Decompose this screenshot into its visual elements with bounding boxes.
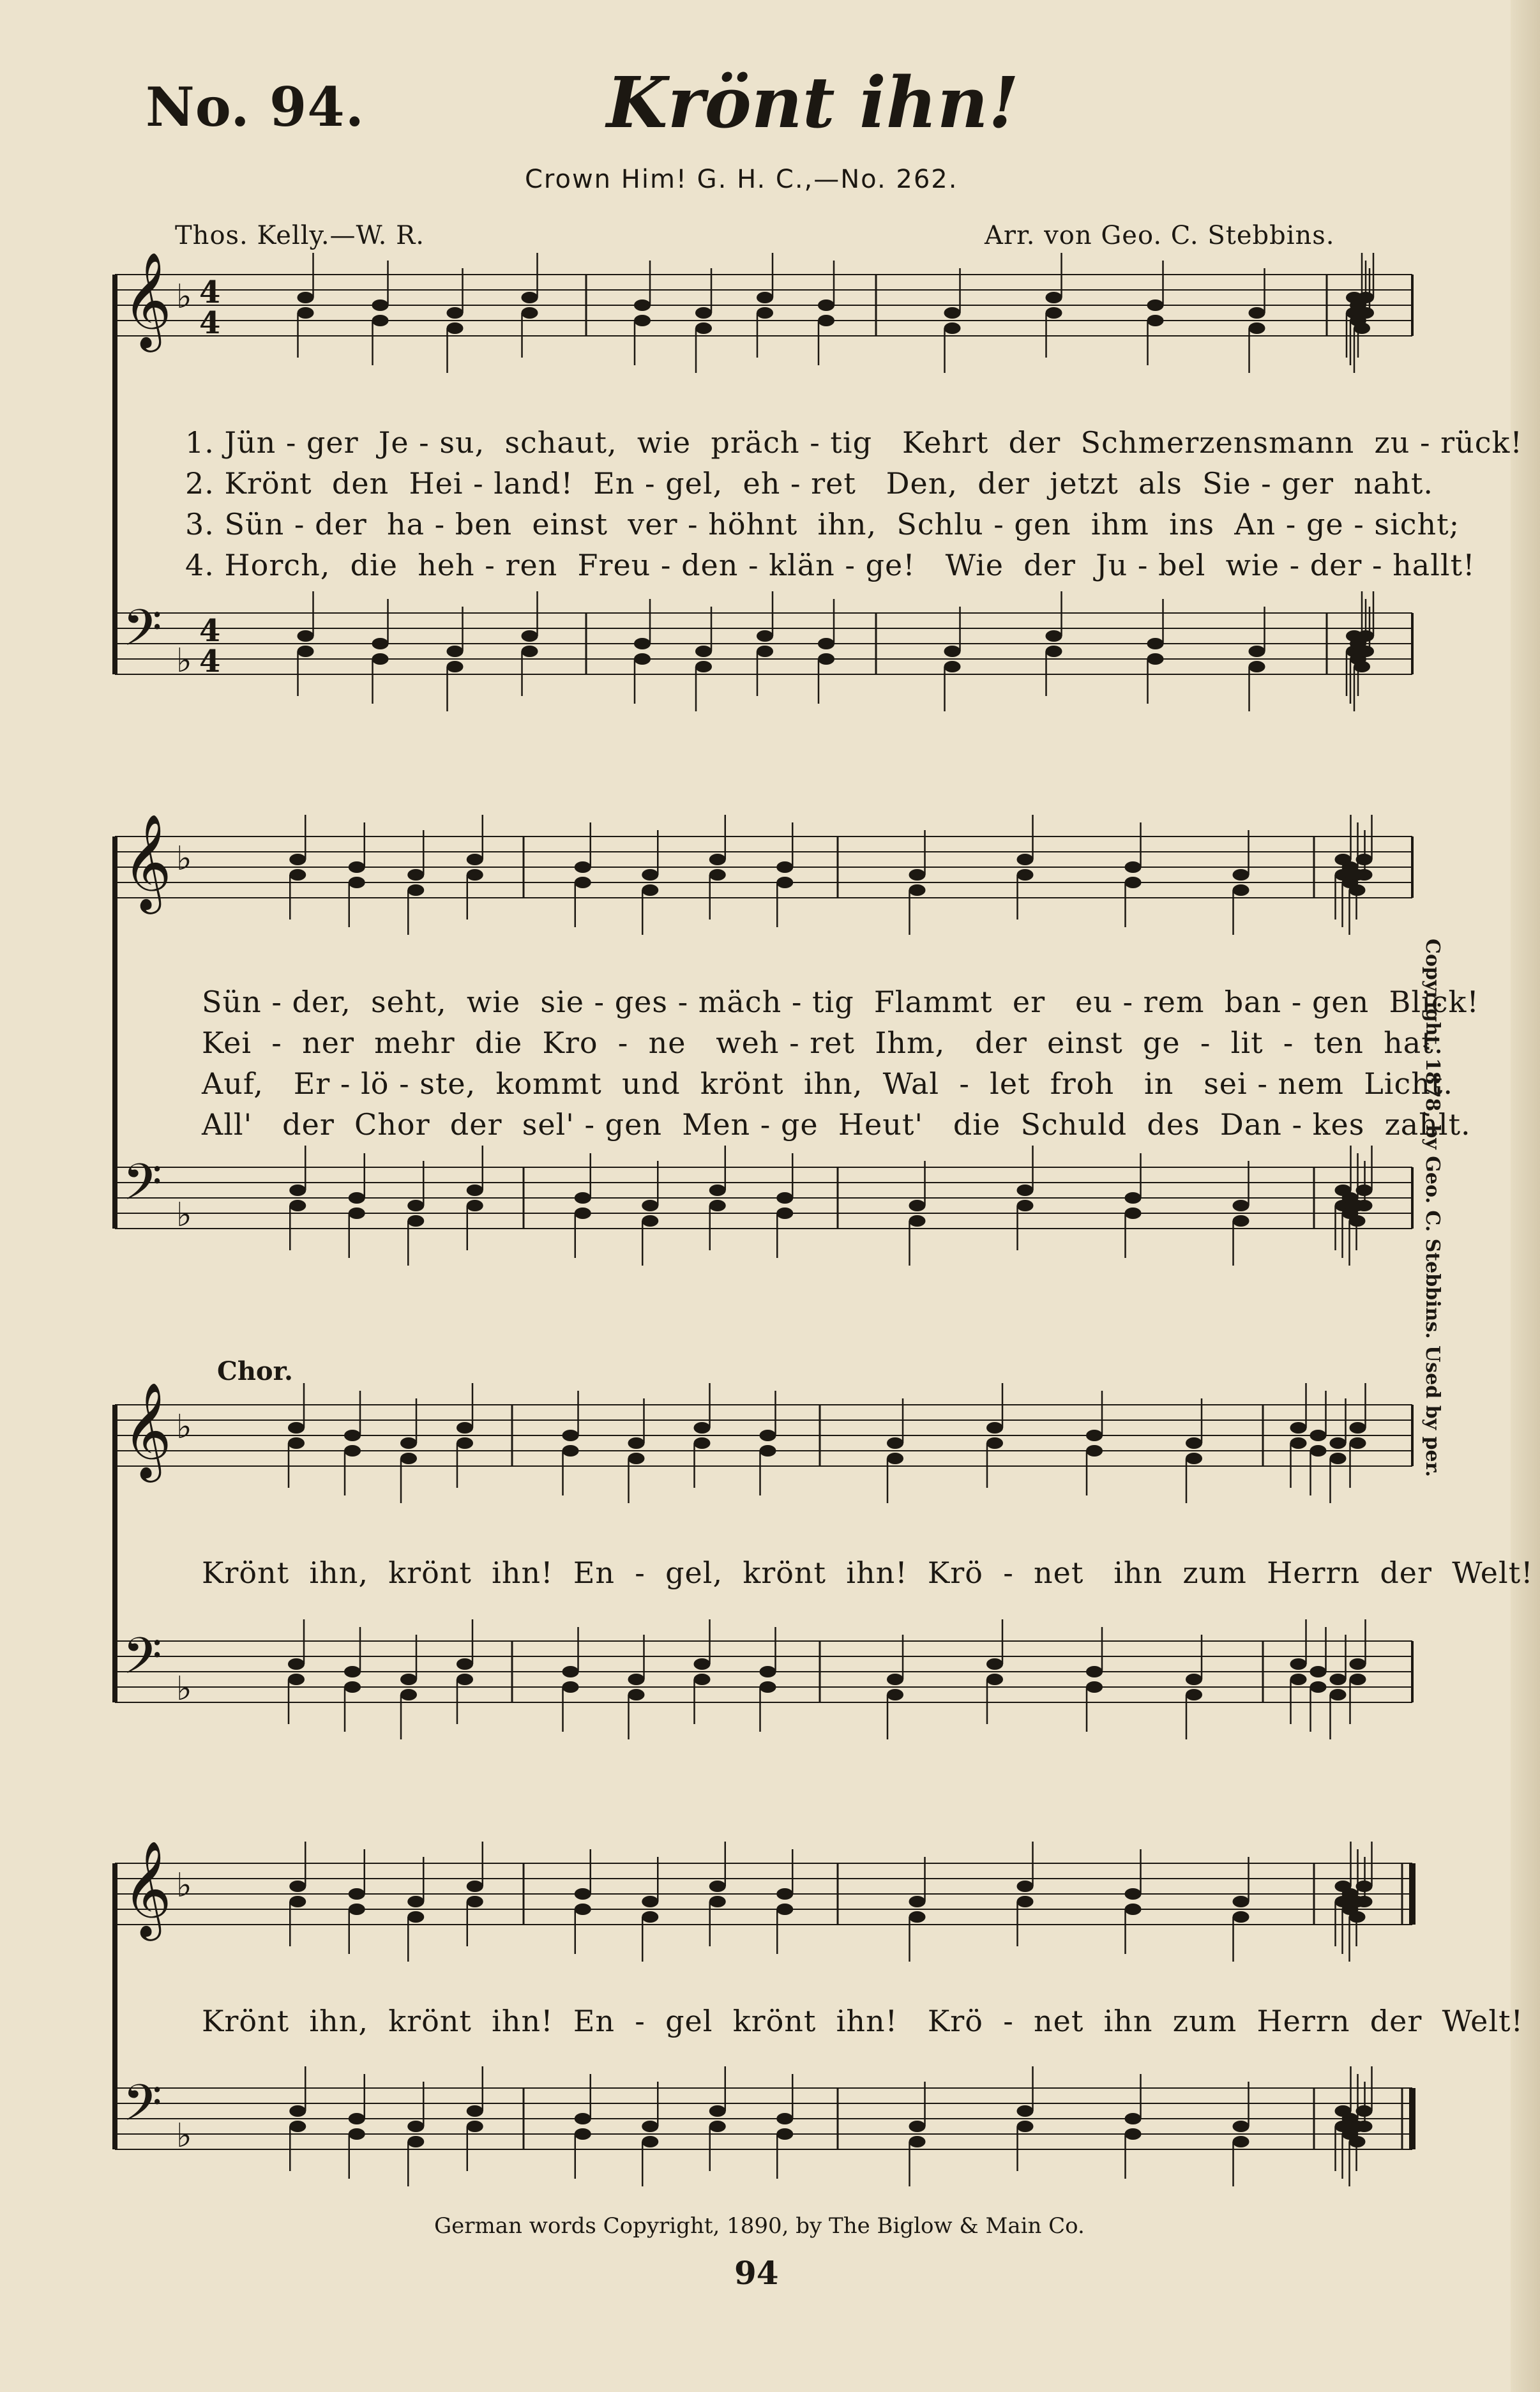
time-signature: 4	[199, 644, 221, 679]
note-head	[909, 2121, 926, 2132]
note-head	[1310, 1445, 1327, 1457]
note-head	[1233, 1200, 1249, 1211]
note-head	[818, 315, 834, 326]
note-head	[986, 1437, 1003, 1449]
note-head	[887, 1689, 903, 1700]
note-head	[288, 1674, 305, 1685]
note-head	[1354, 661, 1370, 672]
verse-3-line-a: 3. Sün - der ha - ben einst ver - höhnt ihn, Schlu - gen ihm ins An - ge - sicht;	[185, 507, 1460, 541]
note-head	[776, 1207, 793, 1219]
note-head	[407, 2136, 424, 2147]
note-head	[1017, 869, 1034, 881]
flat-icon: ♭	[176, 1196, 192, 1234]
bass-clef-icon: 𝄢	[123, 598, 162, 670]
note-head	[628, 1437, 645, 1449]
note-head	[695, 322, 712, 334]
note-head	[1186, 1437, 1202, 1449]
note-head	[1356, 2121, 1373, 2132]
note-head	[1186, 1689, 1202, 1700]
note-head	[1125, 877, 1142, 888]
note-head	[634, 315, 651, 326]
note-head	[1233, 884, 1249, 896]
note-head	[1186, 1453, 1202, 1464]
note-head	[1330, 1689, 1347, 1700]
note-head	[757, 630, 773, 642]
note-head	[522, 646, 538, 657]
note-head	[289, 869, 306, 881]
note-head	[1147, 638, 1164, 649]
note-head	[1046, 630, 1062, 642]
note-head	[407, 1200, 424, 1211]
note-head	[709, 1896, 726, 1907]
note-head	[522, 630, 538, 642]
note-head	[1249, 661, 1265, 672]
note-head	[288, 1437, 305, 1449]
note-head	[1350, 1422, 1366, 1434]
note-head	[709, 854, 726, 865]
hymn-number: No. 94.	[146, 75, 365, 139]
note-head	[467, 854, 483, 865]
note-head	[628, 1689, 645, 1700]
note-head	[562, 1445, 579, 1457]
note-head	[1290, 1674, 1307, 1685]
note-head	[1017, 2121, 1034, 2132]
verse-4-line-b: All' der Chor der sel' - gen Men - ge Heut' die Schuld des Dan - kes zahlt.	[202, 1107, 1471, 1142]
note-head	[709, 1185, 726, 1196]
treble-clef-icon: 𝄞	[123, 1381, 172, 1478]
note-head	[1147, 653, 1164, 665]
note-head	[562, 1666, 579, 1677]
flat-icon: ♭	[176, 1408, 192, 1446]
note-head	[467, 2105, 483, 2117]
note-head	[349, 2128, 365, 2140]
note-head	[1356, 1200, 1373, 1211]
note-head	[1233, 2136, 1249, 2147]
note-head	[709, 2121, 726, 2132]
verse-2-line-b: Kei - ner mehr die Kro - ne weh - ret Ihm, der einst ge - lit - ten hat.	[202, 1026, 1444, 1060]
verse-1-line-b: Sün - der, seht, wie sie - ges - mäch - tig Flammt er eu - rem ban - gen Blick!	[202, 985, 1479, 1019]
note-head	[1249, 307, 1265, 319]
note-head	[344, 1445, 361, 1457]
treble-clef-icon: 𝄞	[123, 813, 172, 910]
note-head	[887, 1453, 903, 1464]
note-head	[407, 1215, 424, 1227]
note-head	[372, 638, 389, 649]
note-head	[575, 1192, 591, 1204]
note-head	[944, 646, 961, 657]
note-head	[695, 646, 712, 657]
note-head	[372, 315, 389, 326]
note-head	[909, 1215, 926, 1227]
note-head	[400, 1689, 417, 1700]
note-head	[289, 2121, 306, 2132]
verse-2-line-a: 2. Krönt den Hei - land! En - gel, eh - ret Den, der jetzt als Sie - ger naht.	[185, 466, 1434, 501]
note-head	[1356, 869, 1373, 881]
time-signature: 4	[199, 613, 221, 649]
arranger-credit: Arr. von Geo. C. Stebbins.	[985, 221, 1335, 250]
note-head	[1086, 1666, 1103, 1677]
note-head	[760, 1681, 776, 1693]
bass-clef-icon: 𝄢	[123, 1153, 162, 1224]
note-head	[909, 884, 926, 896]
treble-clef-icon: 𝄞	[123, 251, 172, 348]
note-head	[642, 1896, 658, 1907]
note-head	[1357, 646, 1374, 657]
note-head	[467, 1200, 483, 1211]
note-head	[986, 1422, 1003, 1434]
note-head	[575, 877, 591, 888]
note-head	[709, 1881, 726, 1892]
note-head	[1017, 2105, 1034, 2117]
page-number: 94	[734, 2254, 779, 2292]
flat-icon: ♭	[176, 1670, 192, 1708]
note-head	[457, 1437, 473, 1449]
note-head	[289, 2105, 306, 2117]
note-head	[344, 1430, 361, 1441]
note-head	[1186, 1674, 1202, 1685]
note-head	[818, 299, 834, 311]
note-head	[1125, 1192, 1142, 1204]
note-head	[447, 661, 464, 672]
note-head	[909, 1911, 926, 1923]
note-head	[447, 646, 464, 657]
note-head	[757, 292, 773, 303]
note-head	[467, 1896, 483, 1907]
note-head	[642, 869, 658, 881]
note-head	[1357, 292, 1374, 303]
note-head	[642, 2136, 658, 2147]
note-head	[1125, 2128, 1142, 2140]
note-head	[642, 1215, 658, 1227]
note-head	[1125, 1207, 1142, 1219]
note-head	[407, 1896, 424, 1907]
note-head	[760, 1430, 776, 1441]
note-head	[1233, 1215, 1249, 1227]
note-head	[1147, 299, 1164, 311]
note-head	[288, 1422, 305, 1434]
note-head	[457, 1422, 473, 1434]
time-signature: 4	[199, 275, 221, 310]
note-head	[1017, 1200, 1034, 1211]
note-head	[634, 638, 651, 649]
note-head	[575, 2128, 591, 2140]
note-head	[372, 653, 389, 665]
note-head	[1233, 2121, 1249, 2132]
note-head	[1046, 307, 1062, 319]
note-head	[1310, 1681, 1327, 1693]
verse-4-line-a: 4. Horch, die heh - ren Freu - den - klän - ge! Wie der Ju - bel wie - der - hallt!	[185, 548, 1476, 582]
note-head	[298, 630, 314, 642]
note-head	[757, 646, 773, 657]
note-head	[575, 2113, 591, 2124]
footer-copyright: German words Copyright, 1890, by The Biglow & Main Co.	[434, 2213, 1085, 2239]
note-head	[1046, 646, 1062, 657]
note-head	[1125, 2113, 1142, 2124]
note-head	[709, 869, 726, 881]
flat-icon: ♭	[176, 840, 192, 878]
note-head	[1233, 1896, 1249, 1907]
note-head	[467, 2121, 483, 2132]
note-head	[642, 1200, 658, 1211]
note-head	[349, 2113, 365, 2124]
note-head	[562, 1430, 579, 1441]
note-head	[776, 861, 793, 873]
note-head	[694, 1674, 711, 1685]
note-head	[628, 1453, 645, 1464]
note-head	[1310, 1430, 1327, 1441]
note-head	[986, 1658, 1003, 1670]
note-head	[1125, 1904, 1142, 1915]
note-head	[986, 1674, 1003, 1685]
note-head	[1330, 1674, 1347, 1685]
note-head	[776, 1192, 793, 1204]
note-head	[349, 1207, 365, 1219]
chorus-line-2: Krönt ihn, krönt ihn! En - gel krönt ihn! Krö - net ihn zum Herrn der Welt!	[202, 2004, 1524, 2038]
note-head	[694, 1658, 711, 1670]
note-head	[522, 307, 538, 319]
note-head	[1249, 322, 1265, 334]
english-reference: Crown Him! G. H. C.,—No. 262.	[525, 165, 958, 194]
note-head	[1086, 1430, 1103, 1441]
note-head	[349, 861, 365, 873]
note-head	[1354, 322, 1370, 334]
note-head	[349, 877, 365, 888]
note-head	[1017, 854, 1034, 865]
note-head	[642, 884, 658, 896]
note-head	[694, 1437, 711, 1449]
note-head	[1086, 1681, 1103, 1693]
note-head	[1046, 292, 1062, 303]
treble-clef-icon: 𝄞	[123, 1840, 172, 1937]
note-head	[344, 1666, 361, 1677]
note-head	[695, 307, 712, 319]
note-head	[709, 2105, 726, 2117]
note-head	[467, 869, 483, 881]
note-head	[776, 2113, 793, 2124]
note-head	[1350, 1658, 1366, 1670]
verse-3-line-b: Auf, Er - lö - ste, kommt und krönt ihn, Wal - let froh in sei - nem Licht.	[202, 1066, 1453, 1101]
note-head	[1086, 1445, 1103, 1457]
note-head	[1017, 1896, 1034, 1907]
note-head	[349, 1904, 365, 1915]
note-head	[1356, 854, 1373, 865]
note-head	[467, 1185, 483, 1196]
note-head	[887, 1437, 903, 1449]
note-head	[776, 1904, 793, 1915]
note-head	[1356, 2105, 1373, 2117]
note-head	[1330, 1453, 1347, 1464]
note-head	[642, 2121, 658, 2132]
note-head	[1147, 315, 1164, 326]
note-head	[628, 1674, 645, 1685]
note-head	[818, 653, 834, 665]
note-head	[1356, 1881, 1373, 1892]
note-head	[289, 1896, 306, 1907]
note-head	[909, 1896, 926, 1907]
note-head	[909, 869, 926, 881]
note-head	[562, 1681, 579, 1693]
author-credit: Thos. Kelly.—W. R.	[175, 221, 425, 250]
note-head	[818, 638, 834, 649]
note-head	[776, 2128, 793, 2140]
note-head	[1350, 1437, 1366, 1449]
bass-clef-icon: 𝄢	[123, 2073, 162, 2145]
note-head	[372, 299, 389, 311]
note-head	[944, 307, 961, 319]
chorus-label: Chor.	[217, 1356, 293, 1386]
note-head	[1125, 861, 1142, 873]
note-head	[1330, 1437, 1347, 1449]
note-head	[1350, 1674, 1366, 1685]
note-head	[289, 1881, 306, 1892]
note-head	[634, 653, 651, 665]
note-head	[400, 1437, 417, 1449]
note-head	[349, 1888, 365, 1900]
note-head	[344, 1681, 361, 1693]
note-head	[760, 1445, 776, 1457]
note-head	[575, 861, 591, 873]
note-head	[298, 307, 314, 319]
note-head	[695, 661, 712, 672]
note-head	[1290, 1422, 1307, 1434]
note-head	[457, 1674, 473, 1685]
note-head	[1233, 1911, 1249, 1923]
note-head	[447, 322, 464, 334]
note-head	[575, 1888, 591, 1900]
note-head	[1310, 1666, 1327, 1677]
note-head	[1249, 646, 1265, 657]
note-head	[944, 322, 961, 334]
note-head	[298, 646, 314, 657]
chorus-line-1: Krönt ihn, krönt ihn! En - gel, krönt ihn! Krö - net ihn zum Herrn der Welt!	[202, 1556, 1534, 1590]
note-head	[760, 1666, 776, 1677]
note-head	[642, 1911, 658, 1923]
note-head	[776, 877, 793, 888]
note-head	[909, 2136, 926, 2147]
note-head	[522, 292, 538, 303]
note-head	[1356, 1185, 1373, 1196]
note-head	[289, 1200, 306, 1211]
note-head	[776, 1888, 793, 1900]
verse-1-line-a: 1. Jün - ger Je - su, schaut, wie präch - tig Kehrt der Schmerzensmann zu - rück!	[185, 425, 1523, 460]
note-head	[694, 1422, 711, 1434]
note-head	[1233, 869, 1249, 881]
note-head	[288, 1658, 305, 1670]
note-head	[457, 1658, 473, 1670]
note-head	[944, 661, 961, 672]
note-head	[1017, 1185, 1034, 1196]
flat-icon: ♭	[176, 642, 192, 680]
note-head	[634, 299, 651, 311]
note-head	[575, 1207, 591, 1219]
note-head	[407, 869, 424, 881]
note-head	[1356, 1896, 1373, 1907]
note-head	[407, 1911, 424, 1923]
note-head	[407, 2121, 424, 2132]
side-copyright: Copyright, 1878, by Geo. C. Stebbins. Used by per.	[1421, 939, 1444, 1478]
flat-icon: ♭	[176, 278, 192, 316]
note-head	[1357, 307, 1374, 319]
note-head	[289, 1185, 306, 1196]
note-head	[400, 1453, 417, 1464]
note-head	[467, 1881, 483, 1892]
note-head	[289, 854, 306, 865]
note-head	[709, 1200, 726, 1211]
note-head	[407, 884, 424, 896]
note-head	[1290, 1658, 1307, 1670]
bass-clef-icon: 𝄢	[123, 1626, 162, 1698]
note-head	[1357, 630, 1374, 642]
note-head	[447, 307, 464, 319]
flat-icon: ♭	[176, 2117, 192, 2155]
note-head	[349, 1192, 365, 1204]
note-head	[757, 307, 773, 319]
hymn-title: Krönt ihn!	[607, 61, 1020, 144]
note-head	[400, 1674, 417, 1685]
time-signature: 4	[199, 305, 221, 341]
note-head	[298, 292, 314, 303]
note-head	[1125, 1888, 1142, 1900]
note-head	[575, 1904, 591, 1915]
note-head	[887, 1674, 903, 1685]
note-head	[1290, 1437, 1307, 1449]
flat-icon: ♭	[176, 1866, 192, 1905]
note-head	[1017, 1881, 1034, 1892]
note-head	[909, 1200, 926, 1211]
